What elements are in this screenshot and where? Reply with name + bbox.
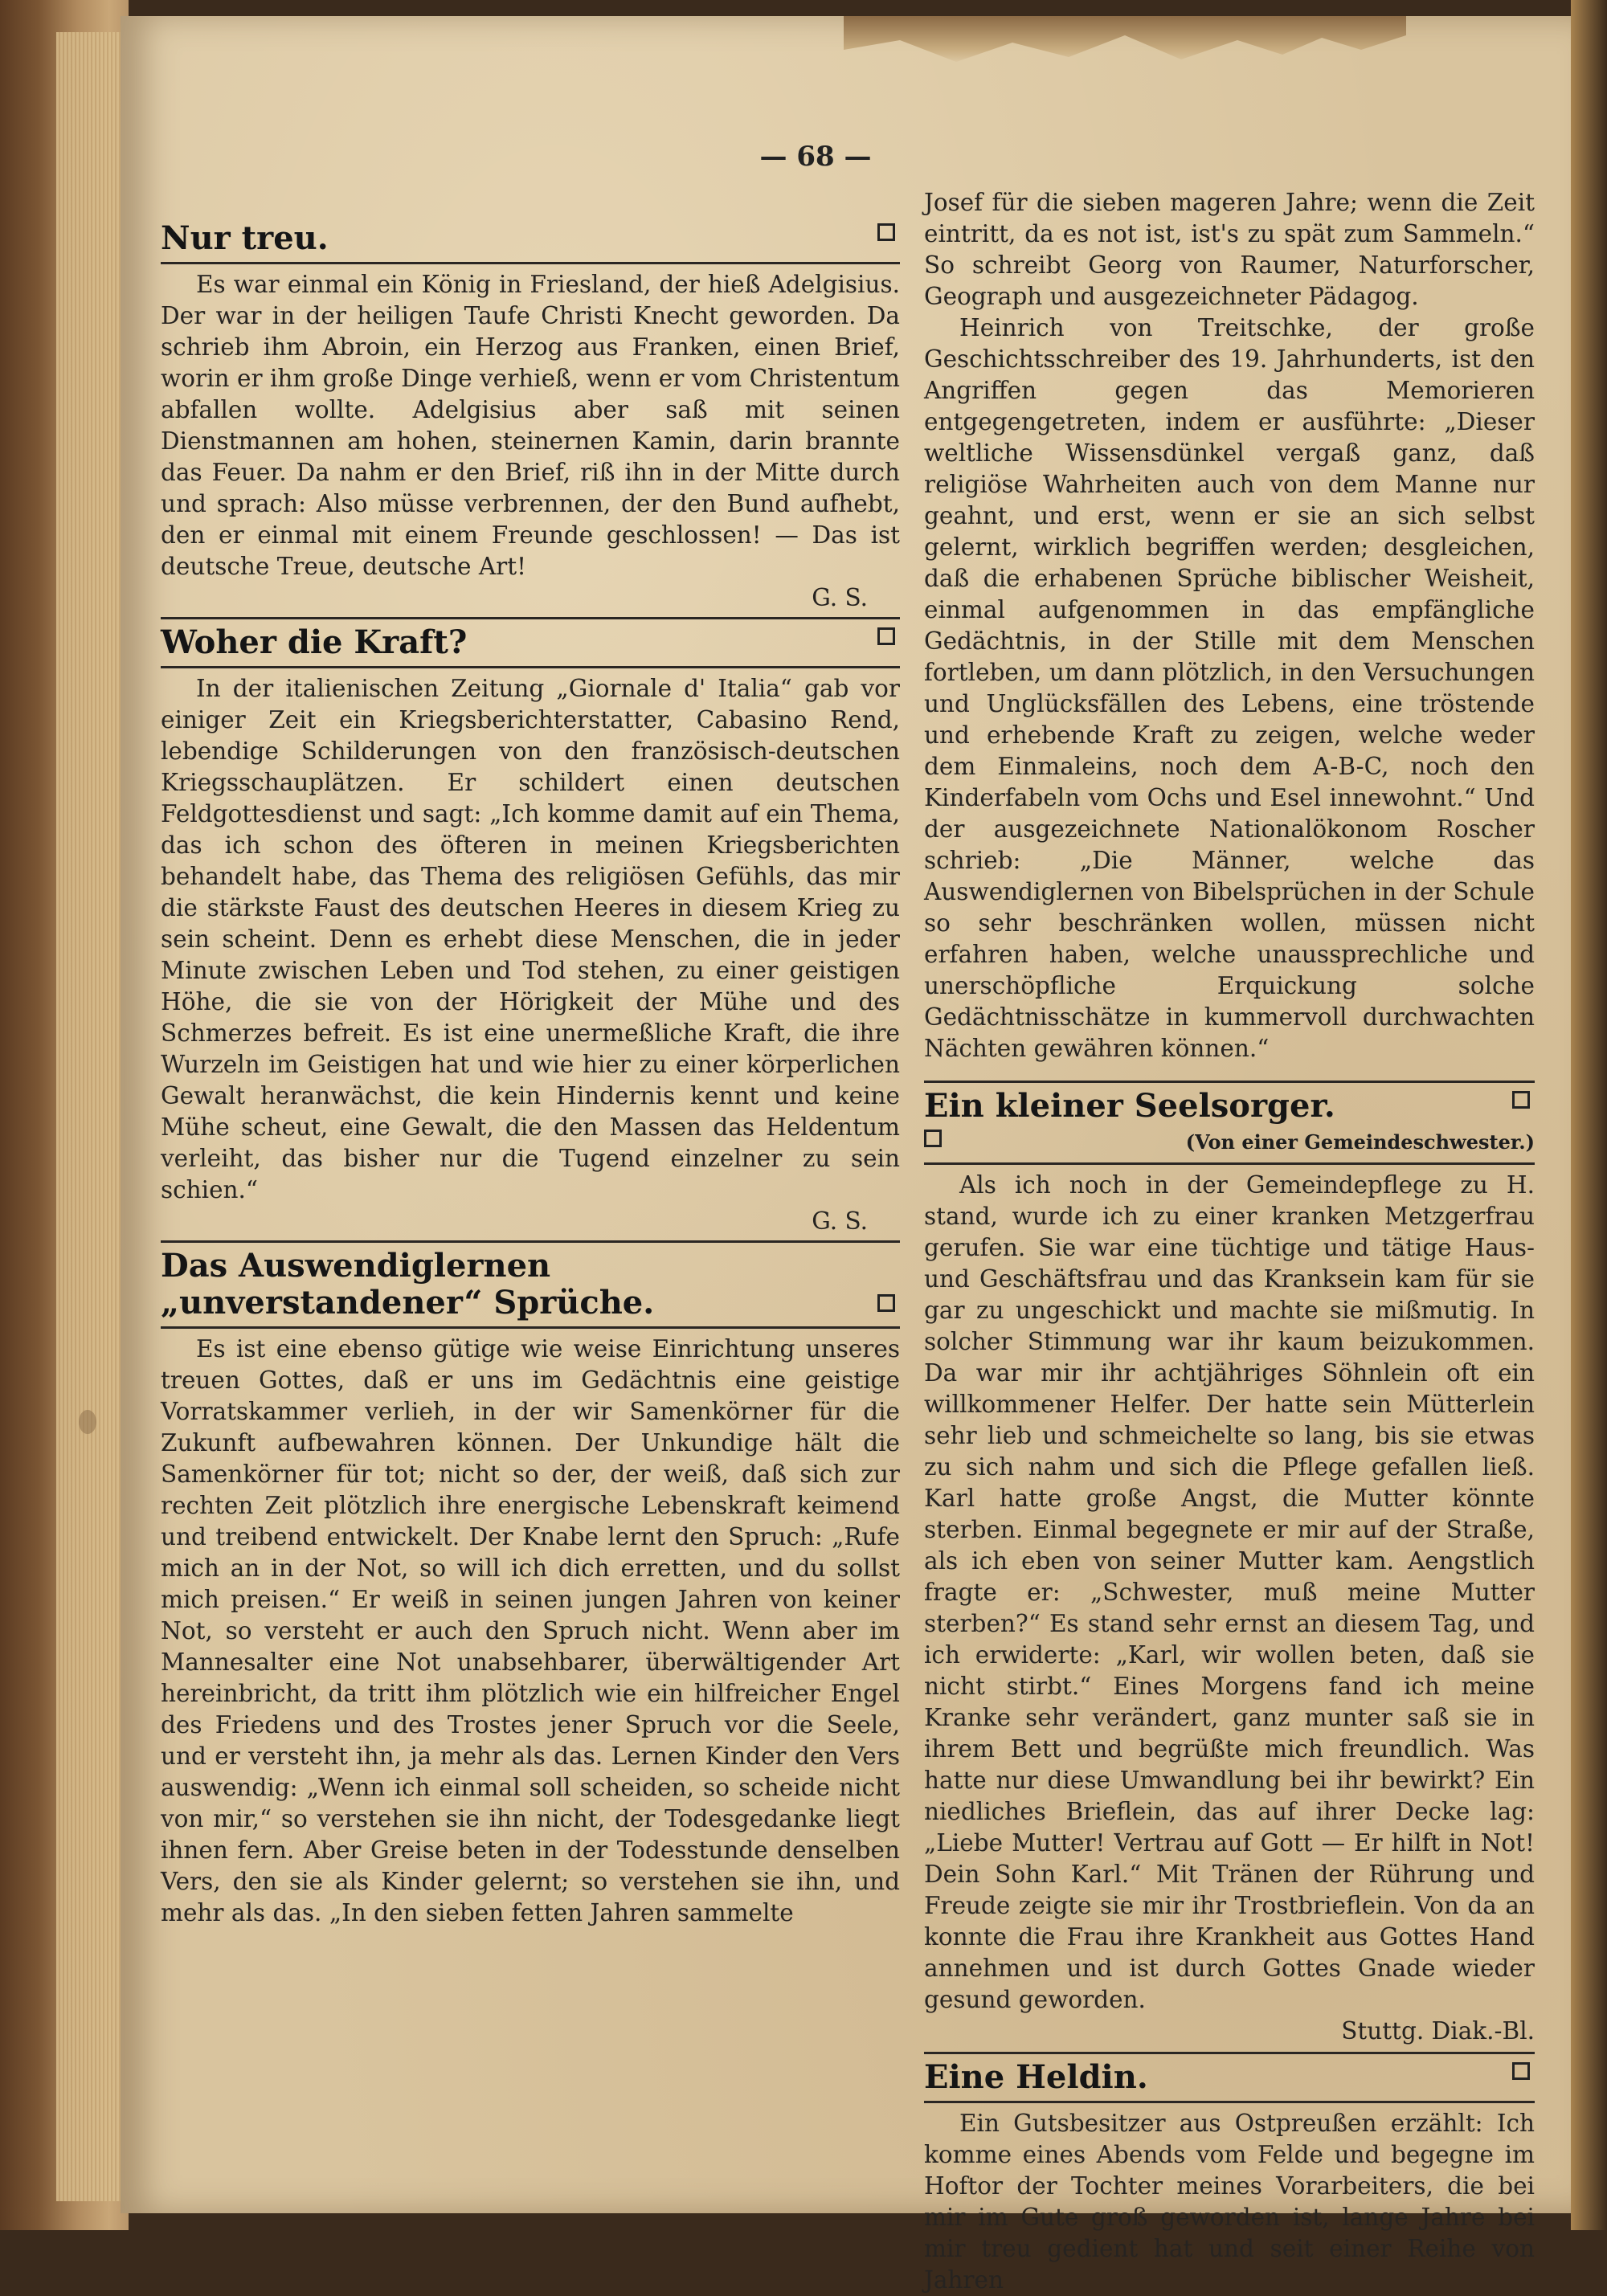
square-ornament-icon <box>1512 2062 1530 2080</box>
left-column <box>161 215 900 1929</box>
torn-page-edge <box>844 16 1406 64</box>
divider <box>161 1326 900 1329</box>
square-ornament-icon <box>924 1130 942 1147</box>
article-woher-signature: G. S. <box>812 1207 868 1235</box>
headline-text: Woher die Kraft? <box>161 623 468 661</box>
article-seelsorger-title <box>924 1088 1535 1125</box>
divider <box>924 1162 1535 1165</box>
article-auswendig-body-right-1: Josef für die sieben mageren Jahre; wenn die Zeit eintritt, da es not ist, ist's zu spät zum Sammeln.“ So schreibt Georg von Raumer, Naturforscher, Geograph und ausgezeichneter Pädagog. <box>924 189 1535 310</box>
divider <box>161 262 900 264</box>
divider <box>161 666 900 668</box>
divider <box>924 1081 1535 1083</box>
article-heldin-title <box>924 2059 1535 2096</box>
book-cover-edge <box>1571 0 1607 2230</box>
square-ornament-icon <box>1512 1091 1530 1109</box>
page-stain <box>79 1410 96 1434</box>
article-nur-treu-body: Es war einmal ein König in Friesland, der hieß Adelgisius. Der war in der heiligen Taufe Christi Knecht geworden. Da schrieb ihm Abroin, ein Herzog aus Franken, einen Brief, worin er ihm große Dinge verhieß, wenn er vom Christentum abfallen wollte. Adelgisius aber saß mit seinen Dienstmannen am hohen, steinernen Kamin, darin brannte das Feuer. Da nahm er den Brief, riß ihn in der Mitte durch und sprach: Also müsse verbrennen, der den Bund aufhebt, den er einmal mit einem Freunde geschlossen! — Das ist deutsche Treue, deutsche Art! <box>161 271 900 580</box>
article-auswendig-body-left: Es ist eine ebenso gütige wie weise Einrichtung unseres treuen Gottes, daß er uns im Gedächtnis eine geistige Vorratskammer verlieh, in der wir Samenkörner für die Zukunft aufbewahren können. Der Unkundige hält die Samenkörner für tot; nicht so der, der weiß, daß sich zur rechten Zeit plötzlich ihre energische Lebenskraft keimend und treibend entwickelt. Der Knabe lernt den Spruch: „Rufe mich an in der Not, so will ich dich erretten, und du sollst mich preisen.“ Er weiß in seinen jungen Jahren von keiner Not, so versteht er auch den Spruch nicht. Wenn aber im Mannesalter eine Not unabsehbarer, überwältigender Art hereinbricht, da tritt ihm plötzlich wie ein hilfreicher Engel des Friedens und des Trostes jener Spruch vor die Seele, und er versteht ihn, ja mehr als das. Lernen Kinder den Vers auswendig: „Wenn ich einmal soll scheiden, so scheide nicht von mir,“ so verstehen sie ihn nicht, der Todesgedanke liegt ihnen fern. Aber Greise beten in der Todesstunde denselben Vers, den sie als Kinder gelernt; so verstehen sie ihn, und mehr als das. „In den sieben fetten Jahren sammelte <box>161 1335 900 1926</box>
article-seelsorger-signature: Stuttg. Diak.-Bl. <box>1341 2017 1535 2045</box>
article-auswendig-title <box>161 1248 900 1322</box>
headline-text: Das Auswendiglernen „unverstandener“ Sprüche. <box>161 1247 655 1322</box>
square-ornament-icon <box>877 1294 895 1312</box>
article-nur-treu-title <box>161 220 900 257</box>
square-ornament-icon <box>877 627 895 645</box>
article-seelsorger-body: Als ich noch in der Gemeindepflege zu H. stand, wurde ich zu einer kranken Metzgerfrau gerufen. Sie war eine tüchtige und tätige Haus- und Geschäftsfrau und das Kranksein kam für sie gar zu ungeschickt und machte sie mißmutig. In solcher Stimmung war ihr kaum beizukommen. Da war mir ihr achtjähriges Söhnlein oft ein willkommener Helfer. Der hatte sein Mütterlein sehr lieb und schmeichelte so lang, bis sie etwas zu sich nahm und sich die Pflege gefallen ließ. Karl hatte große Angst, die Mutter könnte sterben. Einmal begegnete er mir auf der Straße, als ich eben von seiner Mutter kam. Aengstlich fragte er: „Schwester, muß meine Mutter sterben?“ Es stand sehr ernst an diesem Tag, und ich erwiderte: „Karl, wir wollen beten, daß sie nicht stirbt.“ Eines Morgens fand ich meine Kranke sehr verändert, ganz munter saß sie in ihrem Bett und begrüßte mich freundlich. Was hatte nur diese Umwandlung bei ihr bewirkt? Ein niedliches Brieflein, das auf ihrer Decke lag: „Liebe Mutter! Vertrau auf Gott — Er hilft in Not! Dein Sohn Karl.“ Mit Tränen der Rührung und Freude zeigte sie mir ihr Trostbrieflein. Von da an konnte die Frau ihre Krankheit aus Gottes Hand annehmen und ist durch Gottes Gnade wieder gesund geworden. <box>924 1171 1535 2013</box>
right-column <box>924 187 1535 2296</box>
square-ornament-icon <box>877 223 895 241</box>
divider <box>161 1240 900 1243</box>
article-nur-treu-signature: G. S. <box>812 584 868 611</box>
article-heldin-body: Ein Gutsbesitzer aus Ostpreußen erzählt: Ich komme eines Abends vom Felde und begegne im Hoftor der Tochter meines Vorarbeiters, die bei mir im Gute groß geworden ist, lange Jahre bei mir treu gedient hat und seit einer Reihe von Jahren <box>924 2110 1535 2294</box>
subtitle-text: (Von einer Gemeindeschwester.) <box>1185 1130 1535 1154</box>
page-number: — 68 — <box>759 141 872 173</box>
article-woher-title <box>161 624 900 661</box>
article-seelsorger-subtitle <box>924 1126 1535 1158</box>
article-woher-body: In der italienischen Zeitung „Giornale d' Italia“ gab vor einiger Zeit ein Kriegsberichterstatter, Cabasino Rend, lebendige Schilderungen von den französisch-deutschen Kriegsschauplätzen. Er schildert einen deutschen Feldgottesdienst und sagt: „Ich komme damit auf ein Thema, das ich schon des öfteren in meinen Kriegsberichten behandelt habe, das Thema des religiösen Gefühls, das mir die stärkste Faust des deutschen Heeres in diesem Krieg zu sein scheint. Denn es erhebt diese Menschen, die in jeder Minute zwischen Leben und Tod stehen, zu einer geistigen Höhe, die sie von der Hörigkeit der Mühe und des Schmerzes befreit. Es ist eine unermeßliche Kraft, die ihre Wurzeln im Geistigen hat und wie hier zu einer körperlichen Gewalt heranwächst, die kein Hindernis kennt und keine Mühe scheut, eine Gewalt, die den Massen das Heldentum verleiht, das bisher nur die Tugend einzelner zu sein schien.“ <box>161 675 900 1203</box>
divider <box>924 2101 1535 2103</box>
article-auswendig-body-right-2: Heinrich von Treitschke, der große Geschichtsschreiber des 19. Jahrhunderts, ist den Angriffen gegen das Memorieren entgegengetreten, indem er ausführte: „Dieser weltliche Wissensdünkel vergaß ganz, daß religiöse Wahrheiten auch von dem Manne nur geahnt, und erst, wenn er sie an sich selbst gelernt, wirklich begriffen werden; desgleichen, daß die erhabenen Sprüche biblischer Weisheit, einmal aufgenommen in das empfängliche Gedächtnis, in der Stille mit dem Menschen fortleben, um dann plötzlich, in den Versuchungen und Unglücksfällen des Lebens, eine tröstende und erhebende Kraft zu zeigen, welche weder dem Einmaleins, noch dem A-B-C, noch den Kinderfabeln vom Ochs und Esel innewohnt.“ Und der ausgezeichnete Nationalökonom Roscher schrieb: „Die Männer, welche das Auswendiglernen von Bibelsprüchen in der Schule so sehr beschränken wollen, müssen nicht erfahren haben, welche unaussprechliche und unerschöpfliche Erquickung solche Gedächtnisschätze in kummervoll durchwachten Nächten gewähren können.“ <box>924 314 1535 1062</box>
headline-text: Ein kleiner Seelsorger. <box>924 1087 1335 1125</box>
headline-text: Nur treu. <box>161 219 329 257</box>
divider <box>161 617 900 619</box>
headline-text: Eine Heldin. <box>924 2058 1148 2096</box>
divider <box>924 2052 1535 2054</box>
